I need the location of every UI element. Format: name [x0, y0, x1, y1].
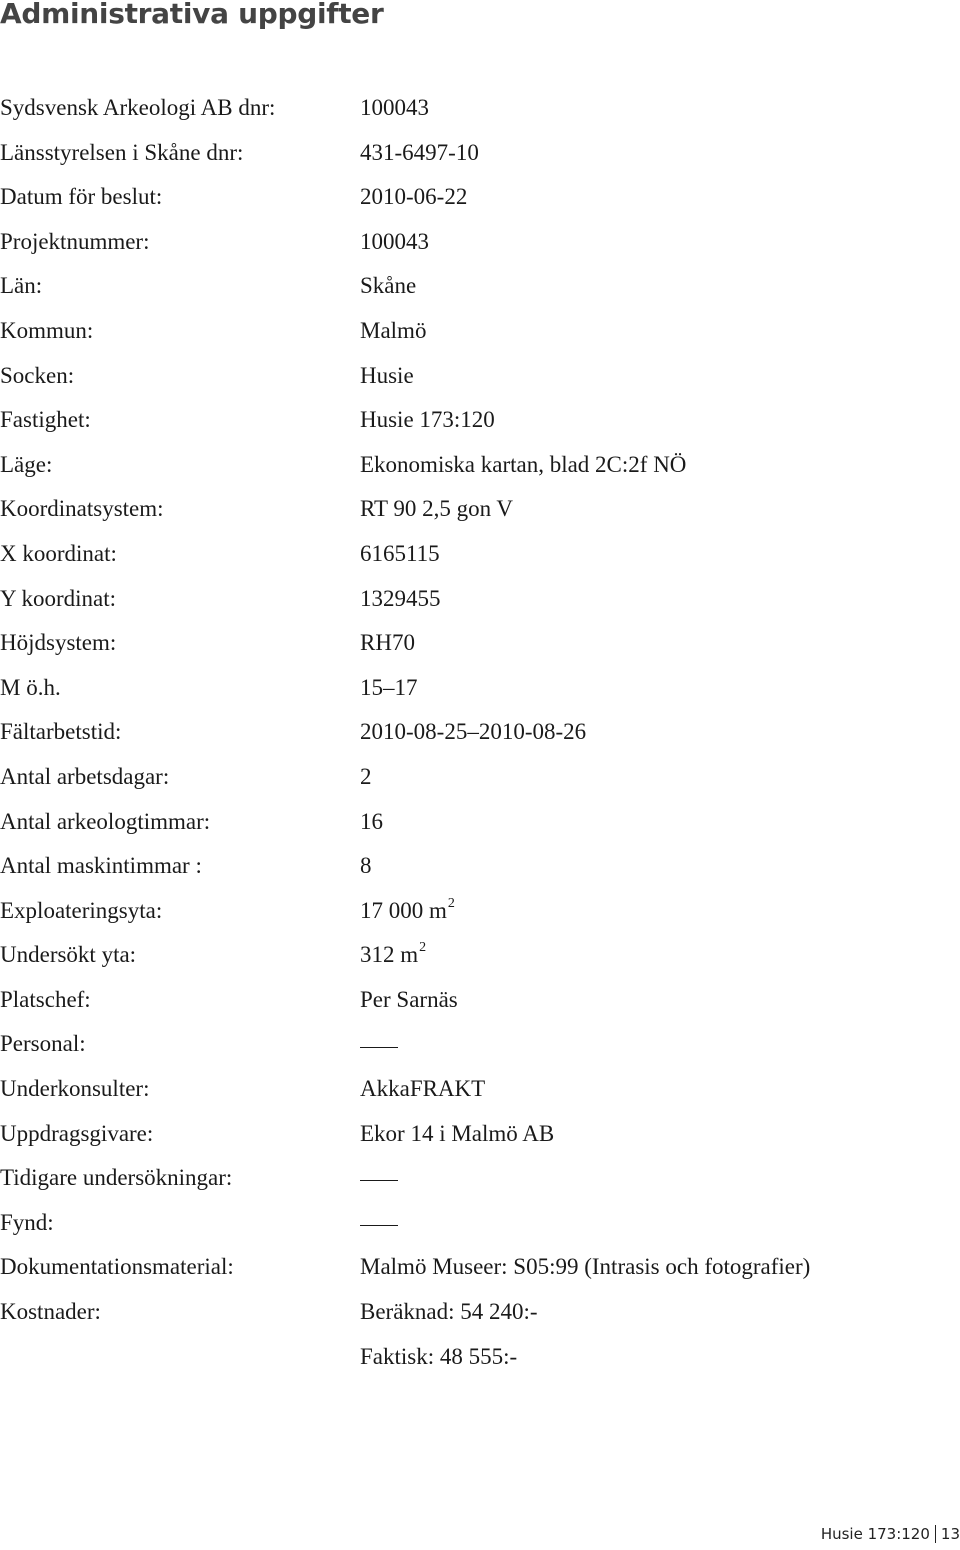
empty-value-line	[360, 1047, 398, 1048]
field-value-text: 100043	[360, 228, 429, 254]
empty-value-line	[360, 1225, 398, 1226]
field-row	[0, 264, 960, 309]
field-row	[0, 710, 960, 755]
field-value	[360, 131, 479, 175]
field-value	[360, 1245, 810, 1289]
field-value-text: 431-6497-10	[360, 139, 479, 165]
field-row	[0, 978, 960, 1023]
field-value-text: Beräknad: 54 240:-	[360, 1299, 538, 1325]
field-value	[360, 1201, 398, 1245]
field-label: Län:	[0, 273, 43, 299]
field-label: Fastighet:	[0, 407, 91, 433]
field-value-text: Per Sarnäs	[360, 986, 458, 1012]
unit-superscript: 2	[419, 940, 427, 956]
field-label: Antal arkeologtimmar:	[0, 808, 211, 834]
field-row	[0, 131, 960, 176]
field-label: Projektnummer:	[0, 228, 150, 254]
field-value	[360, 86, 429, 130]
field-value-text: 6165115	[360, 540, 440, 566]
field-value-text: Ekonomiska kartan, blad 2C:2f NÖ	[360, 451, 687, 477]
page-title: Administrativa uppgifter	[0, 0, 384, 30]
field-value	[360, 1290, 538, 1334]
footer-document-name: Husie 173:120	[820, 1525, 930, 1543]
field-value	[360, 1335, 517, 1379]
field-value-text: 15–17	[360, 674, 418, 700]
field-label: Antal arbetsdagar:	[0, 763, 170, 789]
field-row	[0, 1245, 960, 1290]
field-value	[360, 443, 686, 487]
field-label: Kommun:	[0, 317, 94, 343]
field-label: Dokumentationsmaterial:	[0, 1254, 234, 1280]
field-value-text: 312 m	[360, 942, 419, 968]
field-value	[360, 354, 414, 398]
field-row	[0, 1022, 960, 1067]
field-row	[0, 755, 960, 800]
field-label: X koordinat:	[0, 540, 117, 566]
field-row	[0, 577, 960, 622]
footer-separator	[935, 1525, 936, 1543]
field-row	[0, 354, 960, 399]
field-label: Antal maskintimmar :	[0, 853, 202, 879]
field-value	[360, 175, 467, 219]
administrative-fields-list	[0, 86, 960, 1379]
field-value	[360, 1067, 485, 1111]
field-value-text: Skåne	[360, 273, 417, 299]
field-value-text: 17 000 m	[360, 897, 447, 923]
field-label: Sydsvensk Arkeologi AB dnr:	[0, 95, 276, 120]
unit-superscript: 2	[447, 895, 455, 911]
field-value	[360, 577, 441, 621]
field-value-text: 16	[360, 808, 383, 834]
field-value-text: 2010-08-25–2010-08-26	[360, 719, 587, 745]
field-label: Datum för beslut:	[0, 184, 163, 210]
field-value	[360, 889, 455, 933]
field-row	[0, 1335, 960, 1380]
field-value	[360, 487, 513, 531]
field-row	[0, 844, 960, 889]
field-value-text: AkkaFRAKT	[360, 1076, 486, 1102]
field-label: Länsstyrelsen i Skåne dnr:	[0, 139, 244, 165]
field-value-text: 2010-06-22	[360, 184, 468, 210]
field-row	[0, 800, 960, 845]
field-row	[0, 443, 960, 488]
field-value-text: RH70	[360, 630, 415, 656]
field-label: Undersökt yta:	[0, 942, 137, 968]
field-label: Höjdsystem:	[0, 630, 117, 656]
field-value	[360, 532, 440, 576]
field-value	[360, 264, 416, 308]
field-row	[0, 1156, 960, 1201]
field-value-text: 8	[360, 853, 372, 879]
field-value-text: Malmö	[360, 317, 427, 343]
field-row	[0, 889, 960, 934]
field-label: Exploateringsyta:	[0, 897, 163, 923]
empty-value-line	[360, 1180, 398, 1181]
field-value	[360, 933, 426, 977]
field-row	[0, 1290, 960, 1335]
field-label: M ö.h.	[0, 674, 61, 700]
field-value-text: RT 90 2,5 gon V	[360, 496, 514, 522]
field-row	[0, 621, 960, 666]
page-footer	[821, 1524, 960, 1544]
field-value	[360, 844, 372, 888]
field-label: Y koordinat:	[0, 585, 117, 611]
field-label: Fynd:	[0, 1209, 54, 1235]
field-value	[360, 309, 426, 353]
field-value	[360, 621, 415, 665]
field-row	[0, 933, 960, 978]
field-value	[360, 398, 495, 442]
field-value	[360, 1156, 398, 1200]
field-label: Underkonsulter:	[0, 1076, 150, 1102]
field-row	[0, 1112, 960, 1157]
field-label: Tidigare undersökningar:	[0, 1165, 233, 1191]
field-value-text: Faktisk: 48 555:-	[360, 1343, 518, 1369]
field-label: Socken:	[0, 362, 75, 388]
field-label: Kostnader:	[0, 1299, 101, 1325]
footer-page-number: 13	[940, 1525, 960, 1543]
field-label: Personal:	[0, 1031, 86, 1057]
field-label: Läge:	[0, 451, 53, 477]
field-value-text: Husie 173:120	[360, 407, 495, 433]
field-row	[0, 1201, 960, 1246]
field-row	[0, 398, 960, 443]
field-value	[360, 978, 458, 1022]
field-row	[0, 220, 960, 265]
field-row	[0, 175, 960, 220]
field-label: Platschef:	[0, 986, 91, 1012]
field-row	[0, 532, 960, 577]
field-value-text: 100043	[360, 95, 429, 120]
field-row	[0, 487, 960, 532]
field-value	[360, 755, 372, 799]
field-value	[360, 220, 429, 264]
field-label: Koordinatsystem:	[0, 496, 164, 522]
field-row	[0, 309, 960, 354]
field-value	[360, 710, 586, 754]
field-label: Uppdragsgivare:	[0, 1120, 154, 1146]
field-value	[360, 666, 418, 710]
field-value-text: Husie	[360, 362, 414, 388]
field-label: Fältarbetstid:	[0, 719, 122, 745]
field-row	[0, 666, 960, 711]
field-value-text: Malmö Museer: S05:99 (Intrasis och fotografier)	[360, 1254, 811, 1280]
field-value-text: 2	[360, 763, 372, 789]
field-value	[360, 800, 383, 844]
field-value-text: 1329455	[360, 585, 441, 611]
field-value-text: Ekor 14 i Malmö AB	[360, 1120, 555, 1146]
field-row	[0, 86, 960, 131]
field-value	[360, 1112, 554, 1156]
field-value	[360, 1022, 398, 1066]
field-row	[0, 1067, 960, 1112]
